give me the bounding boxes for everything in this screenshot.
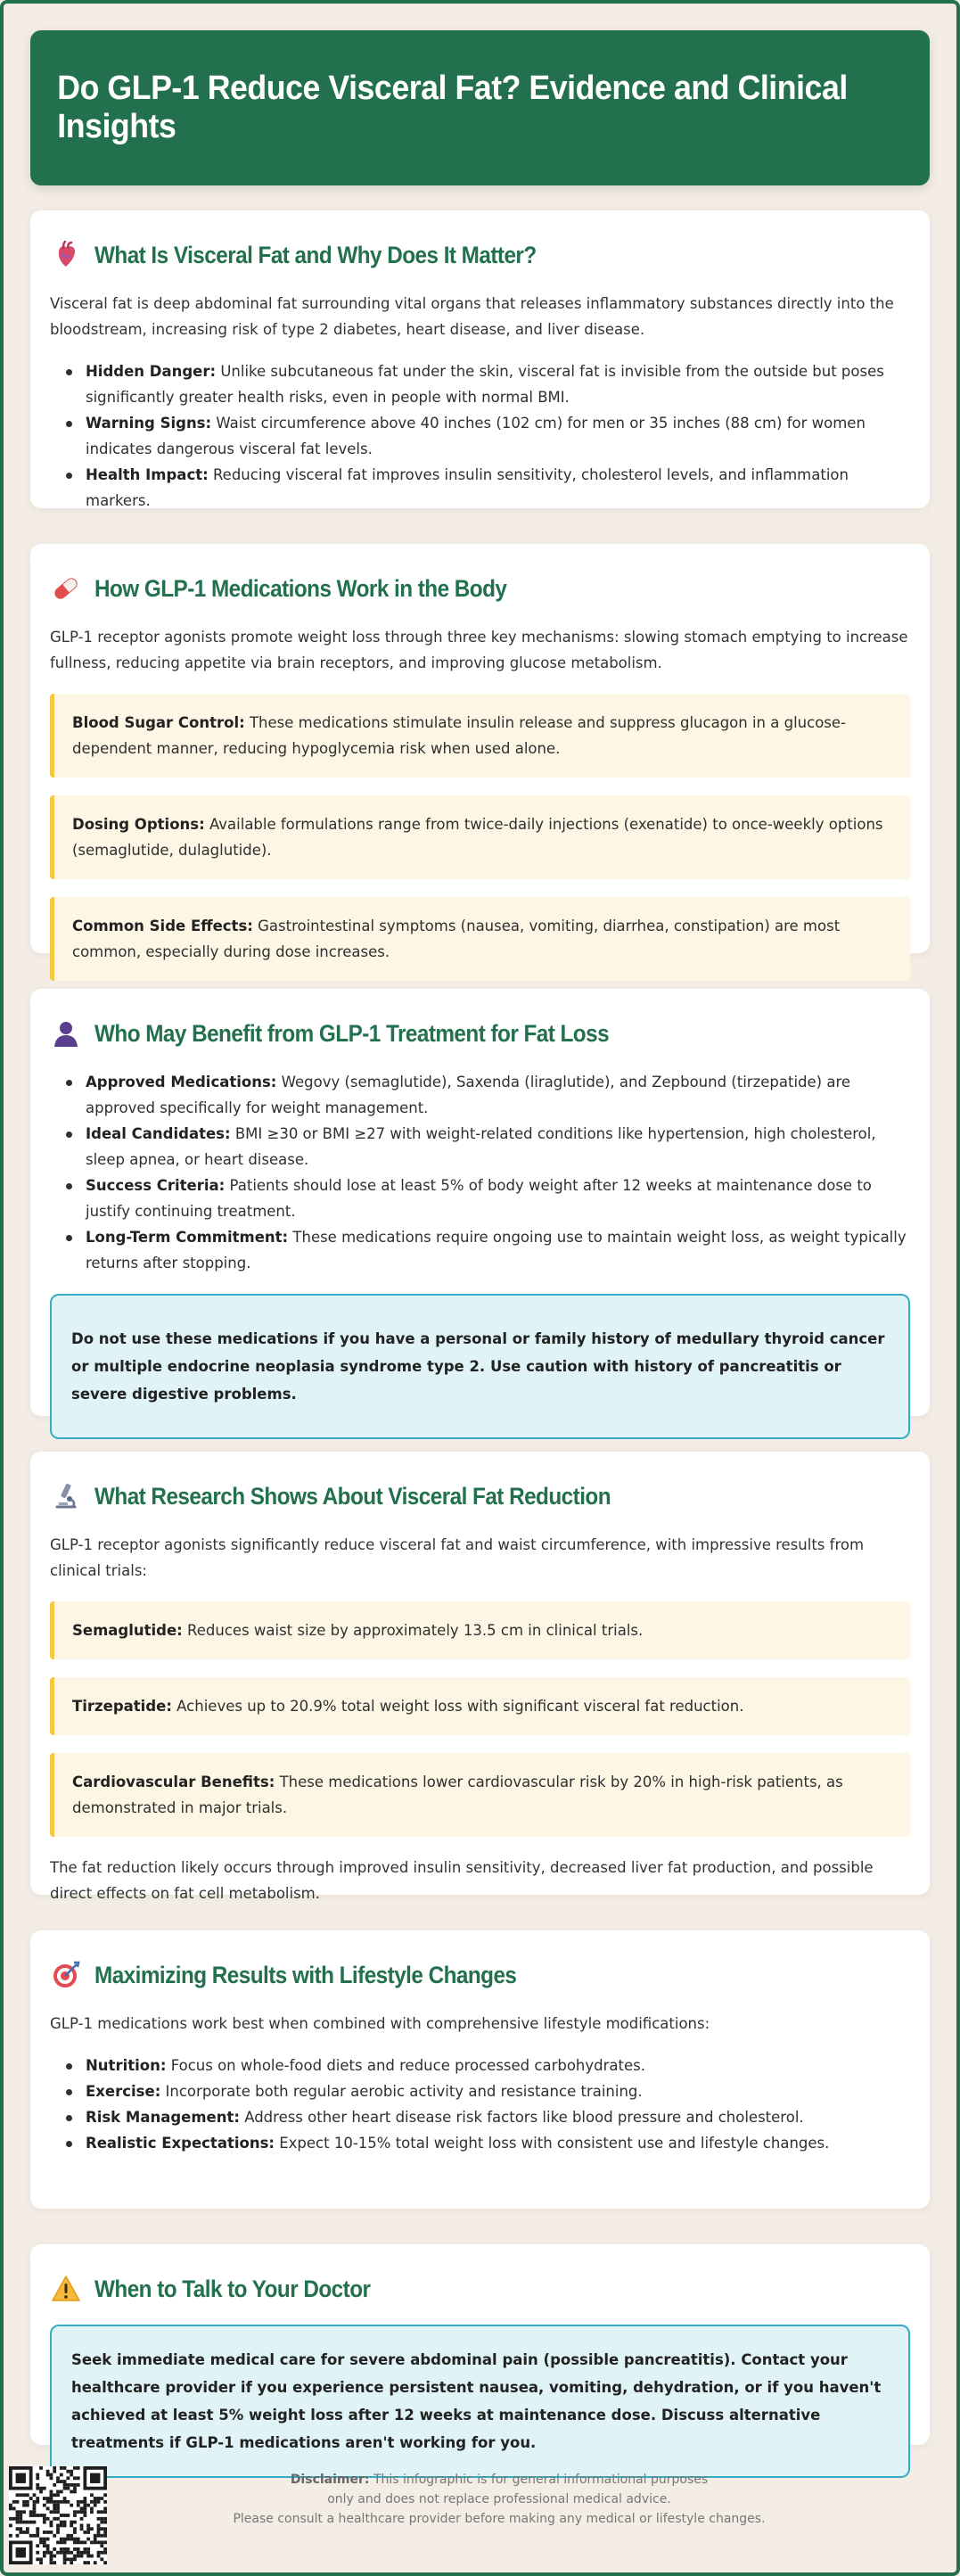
callout-note: Common Side Effects: Gastrointestinal symptoms (nausea, vomiting, diarrhea, constipation) are most common, especially during dose increases. [50, 897, 910, 981]
bullet-list [86, 2053, 910, 2156]
list-item: Approved Medications: Wegovy (semaglutide), Saxenda (liraglutide), and Zepbound (tirzepatide) are approved specifically for weight management. [86, 1069, 910, 1121]
section-who-benefits [30, 989, 930, 1416]
callout-note: Cardiovascular Benefits: These medications lower cardiovascular risk by 20% in high-risk patients, as demonstrated in major trials. [50, 1753, 910, 1837]
disclaimer: Disclaimer: This infographic is for general informational purposes only and does not replace professional medical advice. Please consult a healthcare provider before making any medical or lifestyle changes. [233, 2473, 766, 2526]
section-intro: GLP-1 medications work best when combined with comprehensive lifestyle modifications: [50, 2015, 710, 2032]
pill-icon [50, 572, 82, 605]
section-heading: Maximizing Results with Lifestyle Changes [94, 1961, 517, 1988]
page-title: Do GLP-1 Reduce Visceral Fat? Evidence and Clinical Insights [57, 70, 848, 145]
list-item: Realistic Expectations: Expect 10-15% total weight loss with consistent use and lifestyle changes. [86, 2130, 910, 2156]
list-item: Risk Management: Address other heart disease risk factors like blood pressure and cholesterol. [86, 2104, 910, 2130]
person-icon [50, 1017, 82, 1049]
microscope-icon [50, 1480, 82, 1512]
qr-code-icon [9, 2466, 107, 2564]
section-doctor [30, 2244, 930, 2451]
section-heading: How GLP-1 Medications Work in the Body [94, 574, 507, 602]
list-item: Warning Signs: Waist circumference above 40 inches (102 cm) for men or 35 inches (88 cm) for women indicates dangerous visceral fat levels. [86, 410, 910, 462]
list-item: Health Impact: Reducing visceral fat improves insulin sensitivity, cholesterol levels, and inflammation markers. [86, 462, 910, 514]
list-item: Hidden Danger: Unlike subcutaneous fat under the skin, visceral fat is invisible from the outside but poses significantly greater health risks, even in people with normal BMI. [86, 358, 910, 410]
section-research [30, 1452, 930, 1902]
section-title-row [50, 1957, 910, 1993]
section-title-row [50, 1478, 910, 1514]
section-heading: Who May Benefit from GLP-1 Treatment for Fat Loss [94, 1019, 610, 1047]
warning-icon [50, 2273, 82, 2305]
bullet-list [86, 1069, 910, 1276]
warning-alert: Seek immediate medical care for severe abdominal pain (possible pancreatitis). Contact your healthcare provider if you experience persistent nausea, vomiting, dehydration, or if you haven't achieved at least 5% weight loss after 12 weeks at maintenance dose. Discuss alternative treatments if GLP-1 medications aren't working for you. [50, 2325, 910, 2478]
list-item: Exercise: Incorporate both regular aerobic activity and resistance training. [86, 2078, 910, 2104]
section-heading: When to Talk to Your Doctor [94, 2275, 371, 2302]
section-title-row [50, 2271, 910, 2307]
list-item: Long-Term Commitment: These medications require ongoing use to maintain weight loss, as weight typically returns after stopping. [86, 1224, 910, 1276]
section-visceral-fat [30, 210, 930, 508]
section-intro: GLP-1 receptor agonists promote weight loss through three key mechanisms: slowing stomach emptying to increase fullness, reducing appetite via brain receptors, and improving glucose metabolism. [50, 629, 908, 671]
section-intro: Visceral fat is deep abdominal fat surrounding vital organs that releases inflammatory substances directly into the bloodstream, increasing risk of type 2 diabetes, heart disease, and liver disease. [50, 295, 894, 338]
callout-note: Blood Sugar Control: These medications stimulate insulin release and suppress glucagon in a glucose-dependent manner, reducing hypoglycemia risk when used alone. [50, 694, 910, 778]
list-item: Success Criteria: Patients should lose at least 5% of body weight after 12 weeks at maintenance dose to justify continuing treatment. [86, 1173, 910, 1224]
list-item: Nutrition: Focus on whole-food diets and reduce processed carbohydrates. [86, 2053, 910, 2078]
section-heading: What Is Visceral Fat and Why Does It Matter? [94, 241, 537, 268]
section-title-row [50, 571, 910, 606]
bullet-list [86, 358, 910, 514]
callout-note: Semaglutide: Reduces waist size by approximately 13.5 cm in clinical trials. [50, 1601, 910, 1659]
section-intro: GLP-1 receptor agonists significantly reduce visceral fat and waist circumference, with impressive results from clinical trials: [50, 1536, 865, 1579]
page-header [30, 30, 930, 185]
target-icon [50, 1959, 82, 1991]
callout-note: Dosing Options: Available formulations range from twice-daily injections (exenatide) to once-weekly options (semaglutide, dulaglutide). [50, 795, 910, 879]
section-outro: The fat reduction likely occurs through improved insulin sensitivity, decreased liver fat production, and possible direct effects on fat cell metabolism. [50, 1859, 874, 1902]
warning-alert: Do not use these medications if you have a personal or family history of medullary thyroid cancer or multiple endocrine neoplasia syndrome type 2. Use caution with history of pancreatitis or severe digestive problems. [50, 1294, 910, 1439]
anatomical-heart-icon [50, 239, 82, 271]
list-item: Ideal Candidates: BMI ≥30 or BMI ≥27 with weight-related conditions like hypertension, high cholesterol, sleep apnea, or heart disease. [86, 1121, 910, 1173]
section-mechanism [30, 544, 930, 960]
callout-note: Tirzepatide: Achieves up to 20.9% total weight loss with significant visceral fat reduction. [50, 1677, 910, 1735]
section-title-row [50, 1016, 910, 1051]
section-title-row [50, 237, 910, 273]
section-heading: What Research Shows About Visceral Fat Reduction [94, 1482, 611, 1510]
section-lifestyle [30, 1930, 930, 2209]
